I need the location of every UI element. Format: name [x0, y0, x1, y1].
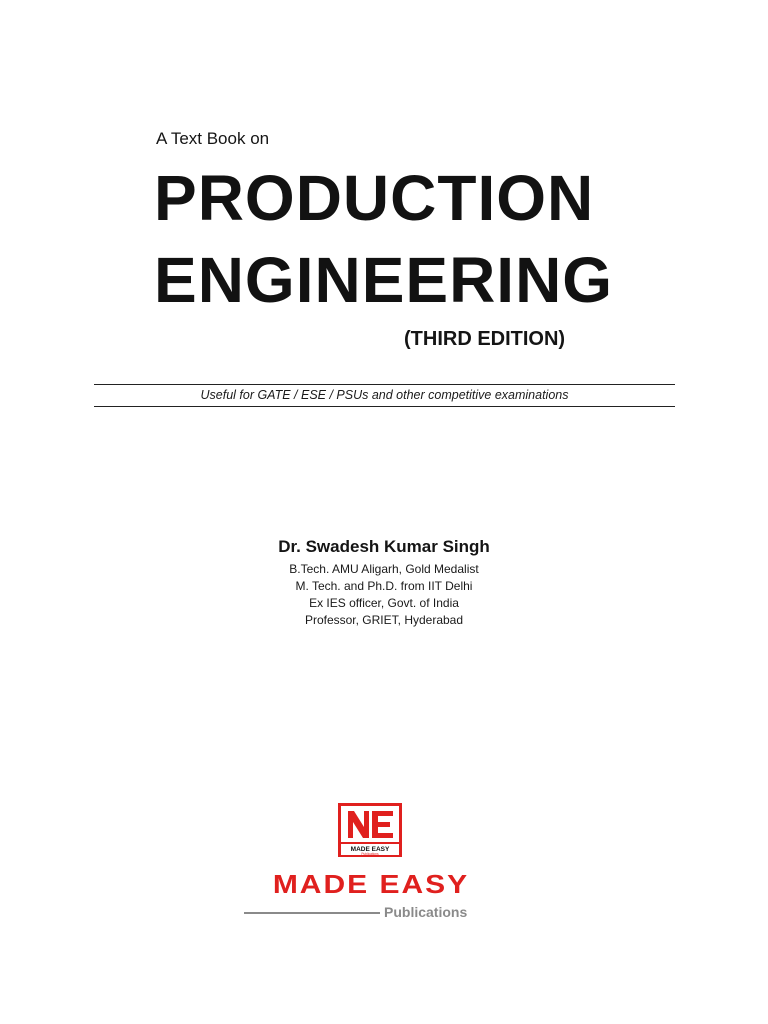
author-name: Dr. Swadesh Kumar Singh [278, 537, 490, 556]
publisher-name: MADE EASY [272, 871, 470, 900]
author-credential: Ex IES officer, Govt. of India [309, 596, 459, 610]
author-credential: Professor, GRIET, Hyderabad [304, 613, 464, 627]
divider-bottom [94, 406, 675, 407]
publisher-subtitle: Publications [384, 904, 468, 920]
book-title-line2: ENGINEERING [154, 244, 614, 316]
divider-top [94, 384, 675, 385]
svg-text:Publications: Publications [361, 852, 379, 856]
book-prefix: A Text Book on [156, 129, 270, 148]
publisher-logo-icon [338, 803, 402, 857]
edition-label: (THIRD EDITION) [404, 328, 566, 350]
author-credential: B.Tech. AMU Aligarh, Gold Medalist [289, 562, 479, 576]
svg-text:MADE EASY: MADE EASY [350, 846, 390, 853]
author-credential: M. Tech. and Ph.D. from IIT Delhi [295, 579, 473, 593]
author-block [184, 537, 584, 629]
publisher-underline [244, 912, 380, 914]
book-title-line1: PRODUCTION [154, 162, 595, 234]
tagline: Useful for GATE / ESE / PSUs and other competitive examinations [200, 388, 569, 402]
